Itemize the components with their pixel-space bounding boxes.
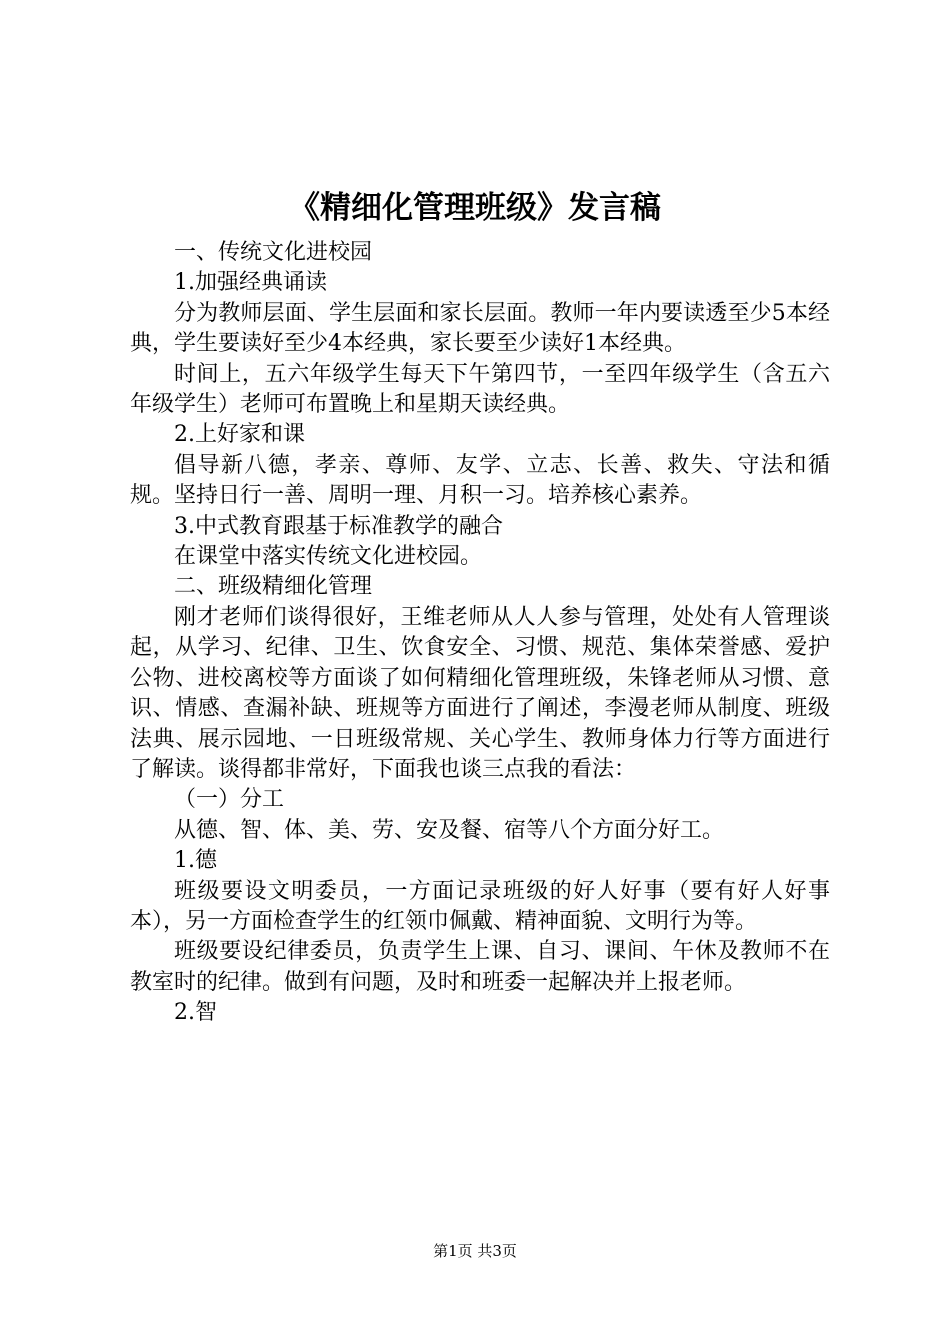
paragraph: 刚才老师们谈得很好，王维老师从人人参与管理，处处有人管理谈起，从学习、纪律、卫生、饮食安全、习惯、规范、集体荣誉感、爱护公物、进校离校等方面谈了如何精细化管理班级，朱锋老师从习惯、意识、情感、查漏补缺、班规等方面进行了阐述，李漫老师从制度、班级法典、展示园地、一日班级常规、关心学生、教师身体力行等方面进行了解读。谈得都非常好，下面我也谈三点我的看法： [130, 604, 830, 782]
section-heading: 二、班级精细化管理 [174, 574, 373, 600]
subsection-heading: 1.德 [174, 848, 217, 874]
page-footer: 第1页 共3页 [433, 1242, 517, 1260]
paragraph: 班级要设文明委员，一方面记录班级的好人好事（要有好人好事本），另一方面检查学生的红领巾佩戴、精神面貌、文明行为等。 [130, 878, 830, 934]
subsection-heading: 2.上好家和课 [174, 422, 305, 448]
paragraph: 在课堂中落实传统文化进校园。 [174, 544, 483, 570]
document-body [130, 238, 830, 1029]
section-heading: 一、传统文化进校园 [174, 240, 373, 265]
paragraph: 倡导新八德，孝亲、尊师、友学、立志、长善、救失、守法和循规。坚持日行一善、周明一理、月积一习。培养核心素养。 [130, 452, 830, 509]
subsection-heading: 1.加强经典诵读 [174, 270, 327, 296]
paragraph: 分为教师层面、学生层面和家长层面。教师一年内要读透至少5本经典，学生要读好至少4本经典，家长要至少读好1本经典。 [130, 300, 830, 357]
subsection-heading: 2.智 [174, 1000, 217, 1026]
paragraph: 时间上，五六年级学生每天下午第四节，一至四年级学生（含五六年级学生）老师可布置晚上和星期天读经典。 [130, 361, 830, 418]
subsection-heading: 3.中式教育跟基于标准教学的融合 [174, 513, 503, 539]
paragraph: 班级要设纪律委员，负责学生上课、自习、课间、午休及教师不在教室时的纪律。做到有问题，及时和班委一起解决并上报老师。 [130, 939, 830, 995]
paragraph: 从德、智、体、美、劳、安及餐、宿等八个方面分好工。 [174, 817, 725, 843]
document-title: 《精细化管理班级》发言稿 [289, 190, 661, 226]
subsection-heading: （一）分工 [174, 787, 285, 813]
